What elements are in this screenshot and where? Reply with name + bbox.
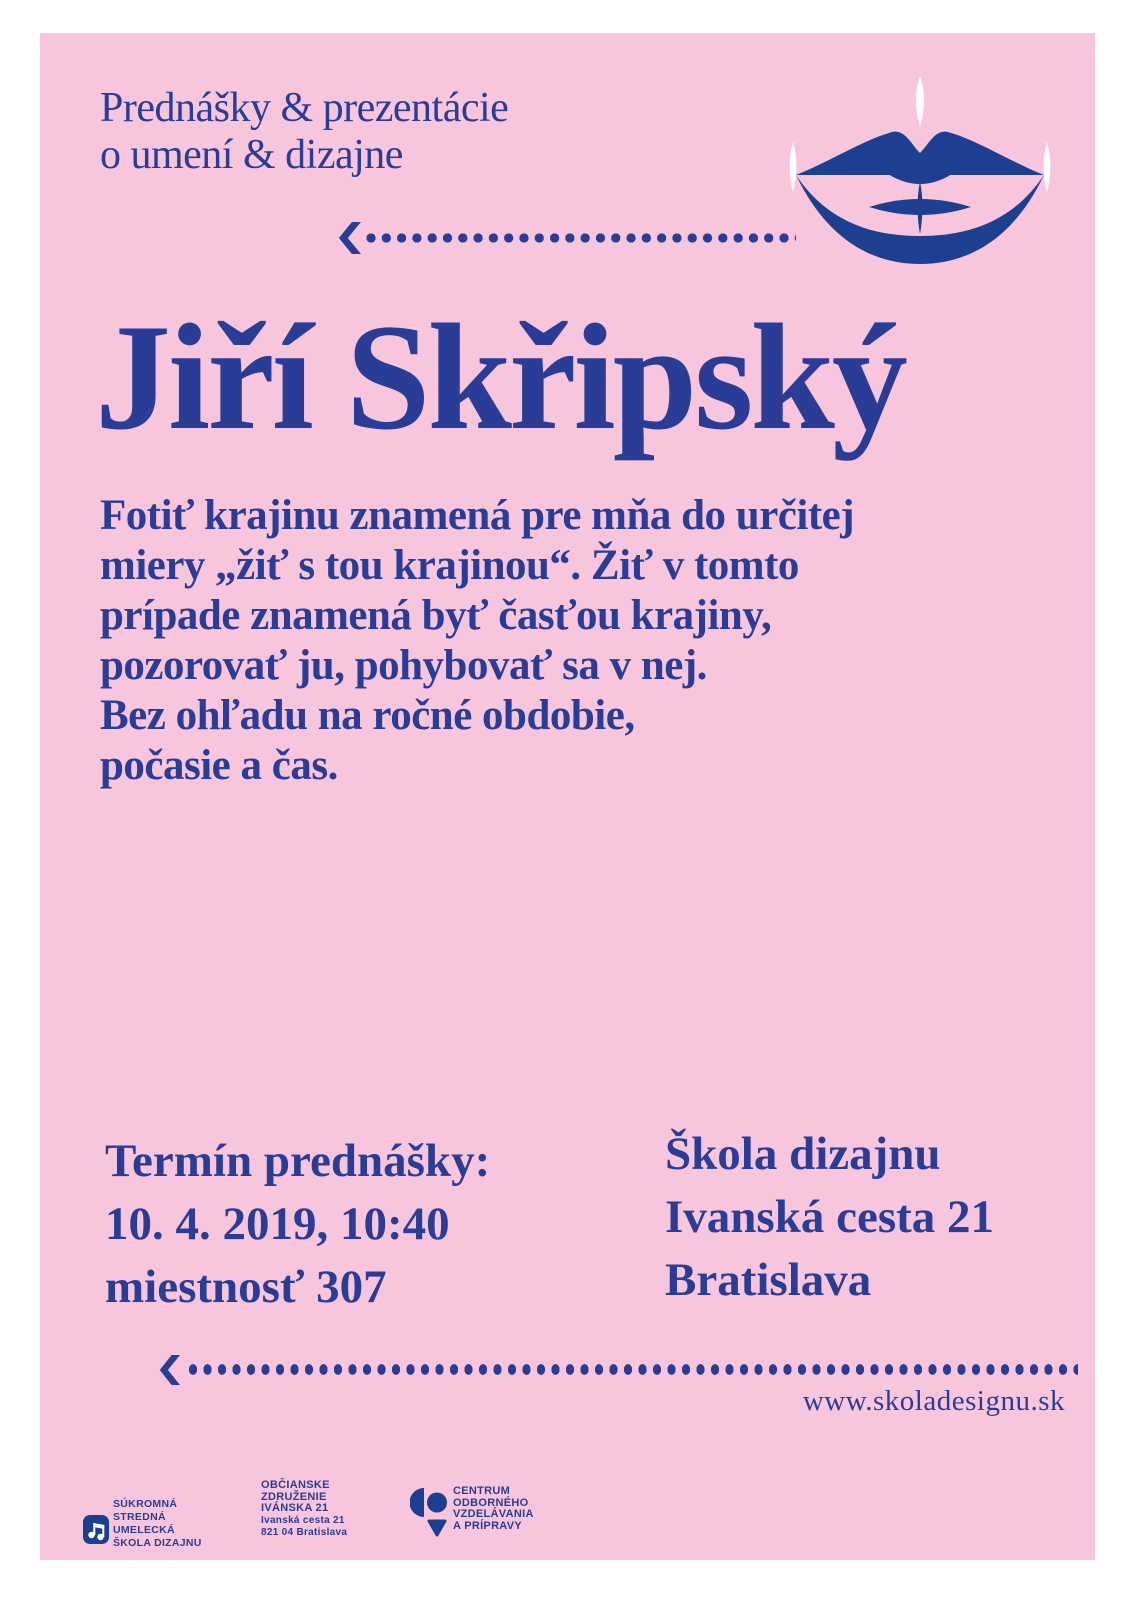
body-line: počasie a čas. [100, 742, 338, 789]
body-line: Fotiť krajinu znamená pre mňa do určitej [100, 492, 855, 539]
schedule-datetime: 10. 4. 2019, 10:40 [105, 1198, 450, 1250]
schedule-block [105, 1130, 490, 1319]
eyebrow-line-1: Prednášky & prezentácie [100, 85, 509, 131]
association-line: Ivanská cesta 21 [261, 1515, 345, 1527]
association-line: ZDRUŽENIE [261, 1490, 327, 1503]
poster-eyebrow [100, 85, 508, 179]
covp-line: CENTRUM [453, 1485, 511, 1497]
venue-city: Bratislava [665, 1254, 872, 1306]
association-line: IVÁNSKA 21 [261, 1502, 329, 1515]
school-cube-note-icon [83, 1513, 109, 1546]
covp-line: VZDELÁVANIA [453, 1508, 534, 1521]
lips-logo-icon [786, 74, 1054, 269]
venue-street: Ivanská cesta 21 [665, 1191, 995, 1243]
eyebrow-line-2: o umení & dizajne [100, 132, 403, 178]
body-line: pozorovať ju, pohybovať sa v nej. [100, 642, 707, 689]
school-logo-text [113, 1498, 202, 1550]
association-line: OBČIANSKE [261, 1479, 330, 1491]
school-line: STREDNÁ [113, 1511, 166, 1523]
covp-line: ODBORNÉHO [453, 1496, 529, 1509]
school-line: UMELECKÁ [113, 1524, 175, 1536]
venue-name: Škola dizajnu [665, 1128, 941, 1180]
dotted-divider-top [366, 232, 796, 244]
schedule-heading: Termín prednášky: [105, 1135, 491, 1187]
venue-block [665, 1123, 994, 1312]
body-line: miery „žiť s tou krajinou“. Žiť v tomto [100, 542, 799, 589]
body-line: Bez ohľadu na ročné obdobie, [100, 692, 635, 739]
dotted-divider-bottom [188, 1363, 1078, 1376]
covp-text [453, 1486, 534, 1533]
school-line: SÚKROMNÁ [113, 1498, 178, 1510]
covp-line: A PRÍPRAVY [453, 1520, 523, 1533]
left-chevron-icon [337, 222, 361, 254]
poster-title: Jiří Skřipský [95, 293, 905, 461]
left-chevron-icon [158, 1355, 180, 1385]
covp-shapes-icon [410, 1487, 448, 1537]
poster-sheet [40, 33, 1095, 1560]
schedule-room: miestnosť 307 [105, 1261, 387, 1313]
association-line: 821 04 Bratislava [261, 1526, 348, 1538]
footer-logos [40, 1453, 1095, 1553]
poster-body [100, 491, 854, 791]
body-line: prípade znamená byť časťou krajiny, [100, 592, 772, 639]
website-url: www.skoladesignu.sk [802, 1385, 1065, 1417]
school-line: ŠKOLA DIZAJNU [113, 1537, 202, 1549]
association-text [261, 1480, 347, 1539]
